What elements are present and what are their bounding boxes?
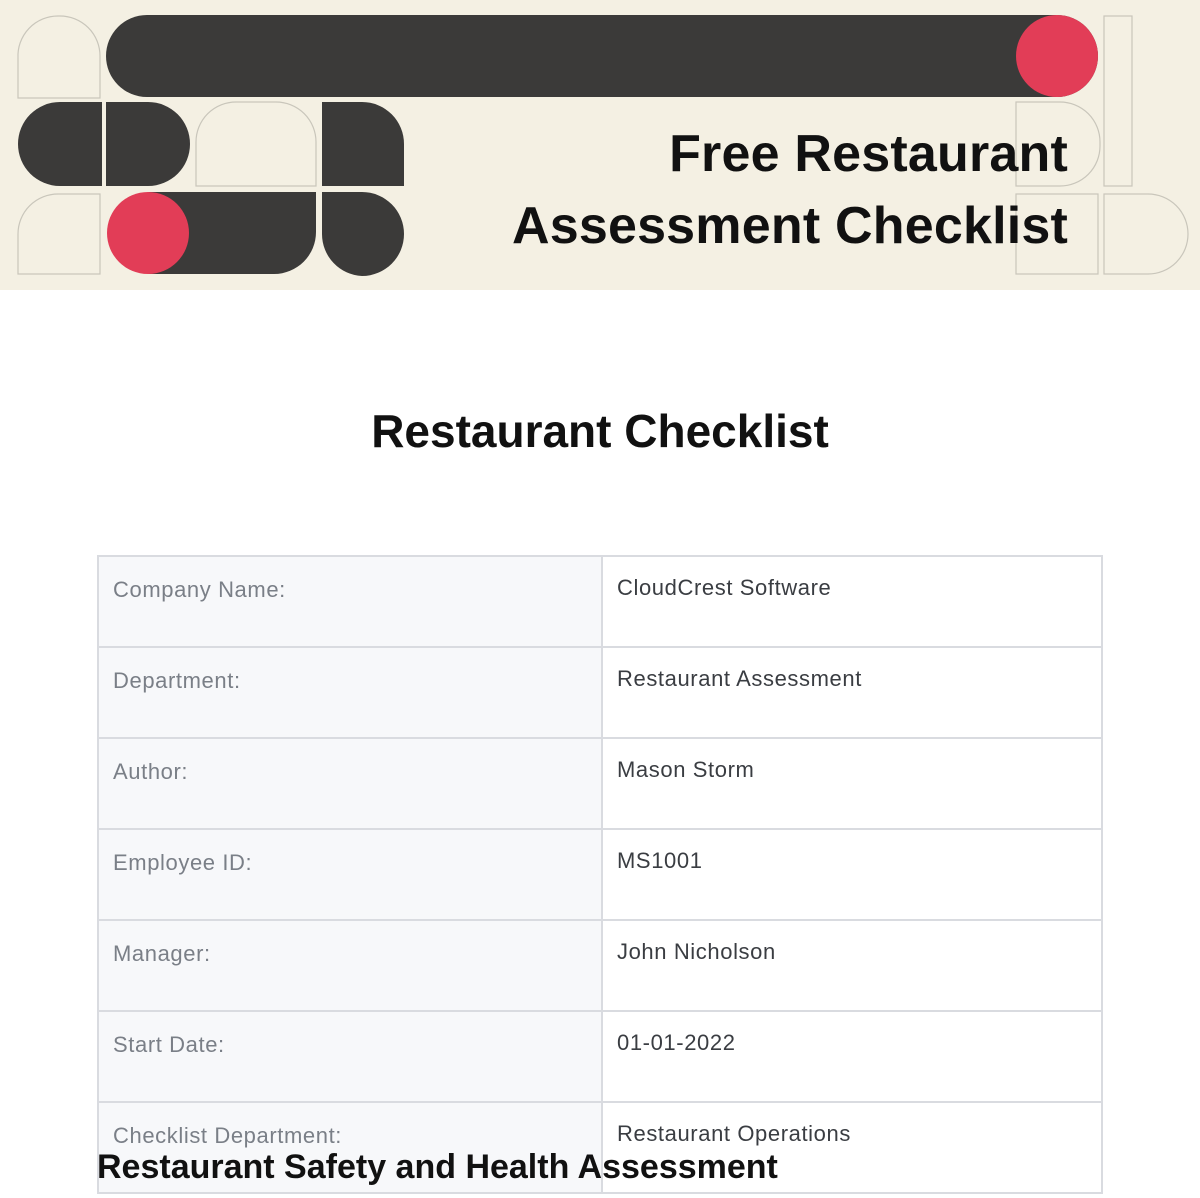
banner-title — [512, 118, 1068, 262]
table-row — [98, 1011, 1102, 1102]
department-label: Department: — [98, 647, 602, 738]
department-value: Restaurant Assessment — [602, 647, 1102, 738]
document-title: Restaurant Checklist — [371, 405, 829, 457]
banner-title-line-2: Assessment Checklist — [511, 197, 1068, 255]
manager-value: John Nicholson — [602, 920, 1102, 1011]
author-value: Mason Storm — [602, 738, 1102, 829]
table-row — [98, 556, 1102, 647]
employee-id-label: Employee ID: — [98, 829, 602, 920]
table-row — [98, 647, 1102, 738]
info-table — [97, 555, 1103, 1194]
section-heading: Restaurant Safety and Health Assessment — [97, 1148, 778, 1186]
start-date-value: 01-01-2022 — [602, 1011, 1102, 1102]
table-row — [98, 829, 1102, 920]
company-name-label: Company Name: — [98, 556, 602, 647]
start-date-label: Start Date: — [98, 1011, 602, 1102]
employee-id-value: MS1001 — [602, 829, 1102, 920]
table-row — [98, 738, 1102, 829]
header-banner — [0, 0, 1200, 290]
manager-label: Manager: — [98, 920, 602, 1011]
author-label: Author: — [98, 738, 602, 829]
table-row — [98, 920, 1102, 1011]
checklist-department-label: Checklist Department: — [98, 1102, 602, 1193]
banner-title-line-1: Free Restaurant — [669, 125, 1068, 183]
company-name-value: CloudCrest Software — [602, 556, 1102, 647]
checklist-department-value: Restaurant Operations — [602, 1102, 1102, 1193]
